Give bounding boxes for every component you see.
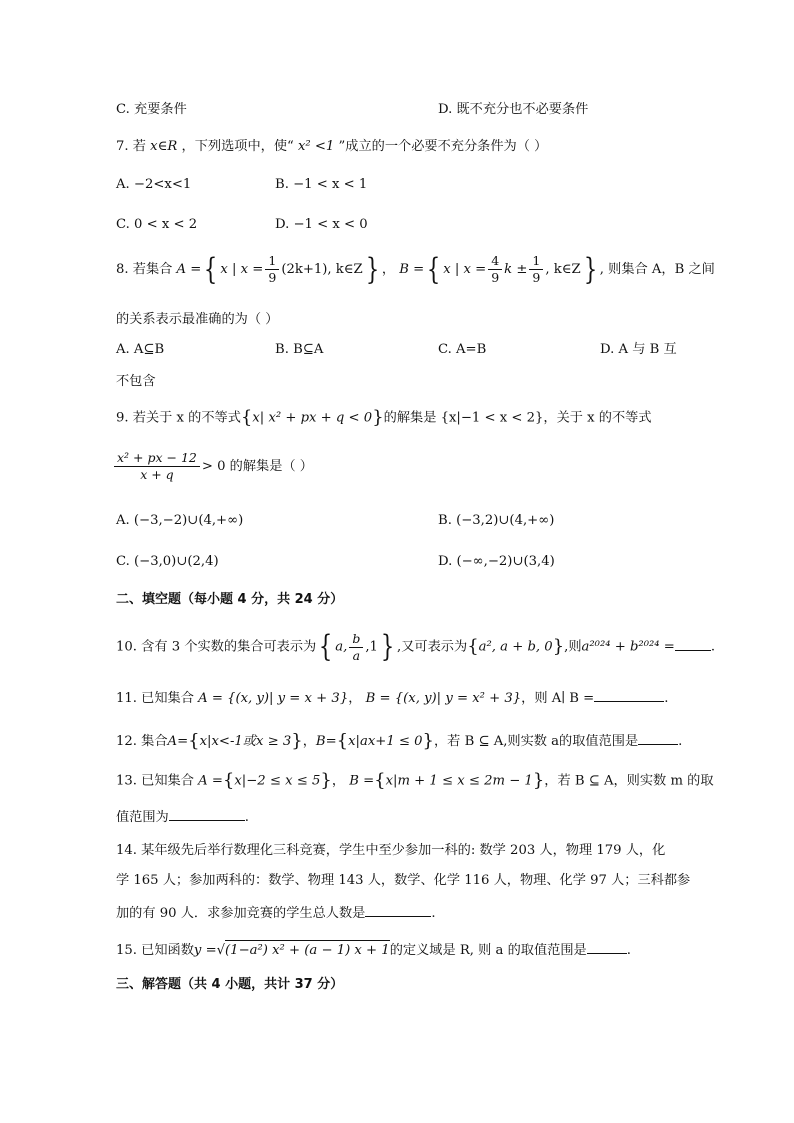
q13-stem-b: ，若 B ⊆ A，则实数 m 的取	[544, 773, 714, 789]
q15-stem	[116, 940, 631, 960]
q10-set-b: ,1	[365, 639, 378, 655]
brace-right: }	[552, 636, 565, 657]
q10-stem-a: 10. 含有 3 个实数的集合可表示为	[116, 639, 317, 655]
q13-end: .	[244, 810, 249, 825]
q7-condition: x∈R	[150, 139, 178, 154]
q10-set2: a², a + b, 0	[478, 639, 553, 655]
q11-stem-b: ，则 A∣ B =	[521, 691, 595, 706]
q13-line2-text: 值范围为	[116, 810, 169, 825]
q8-frac1-num: 1	[265, 253, 279, 270]
q9-option-c: C. (−3,0)∪(2,4)	[116, 554, 219, 569]
q8-setA-inner-b: (2k+1), k∈Z	[281, 262, 363, 277]
q15-stem-a: 15. 已知函数	[116, 943, 194, 958]
q8-stem	[116, 252, 715, 288]
brace-left: {	[204, 251, 218, 287]
q12-end: .	[678, 734, 683, 749]
q8-option-d-cont: 不包含	[116, 374, 156, 389]
q8-frac2-num: 4	[488, 253, 502, 270]
q14-line3-text: 加的有 90 人．求参加竞赛的学生总人数是	[116, 906, 366, 921]
q9-option-d: D. (−∞,−2)∪(3,4)	[438, 554, 555, 569]
q10-expression: a²⁰²⁴ + b²⁰²⁴ =	[581, 639, 675, 655]
q12-setA-inner: x|x<-1或x ≥ 3	[199, 734, 292, 749]
q7-stem-b: ，下列选项中，使“	[181, 139, 294, 154]
answer-blank[interactable]	[638, 731, 678, 745]
q9-option-b: B. (−3,2)∪(4,+∞)	[438, 513, 555, 528]
answer-blank[interactable]	[587, 940, 627, 954]
brace-left: {	[427, 251, 441, 287]
q9-stem-c: > 0 的解集是（ ）	[201, 459, 313, 474]
q7-stem	[116, 138, 547, 156]
q14-line3	[116, 903, 436, 923]
q12-stem-b: ，若 B ⊆ A,则实数 a的取值范围是	[434, 734, 639, 749]
q11-stem-a: 11. 已知集合	[116, 691, 194, 706]
q7-stem-c: ”成立的一个必要不充分条件为（ ）	[338, 139, 548, 154]
q7-option-a: A. −2<x<1	[116, 177, 192, 192]
q12-sep: ，	[302, 734, 316, 749]
q7-expression: x² <1	[297, 139, 335, 154]
q9-option-a: A. (−3,−2)∪(4,+∞)	[116, 513, 244, 528]
q7-option-d: D. −1 < x < 0	[275, 217, 368, 232]
q9-stem	[116, 406, 652, 431]
q15-func: y =	[193, 943, 217, 958]
q8-option-c: C. A=B	[438, 342, 487, 357]
brace-right: }	[532, 770, 545, 791]
q8-frac1-den: 9	[268, 270, 277, 285]
q8-line2: 的关系表示最准确的为（ ）	[116, 312, 279, 327]
q12-setA: A=	[167, 734, 189, 749]
brace-left: {	[222, 770, 235, 791]
answer-blank[interactable]	[169, 807, 245, 821]
q10-frac	[349, 631, 363, 664]
q10-frac-num: b	[349, 631, 363, 648]
q15-stem-b: 的定义域是 R, 则 a 的取值范围是	[389, 943, 587, 958]
brace-right: }	[320, 770, 332, 791]
q13-setA-inner: x|−2 ≤ x ≤ 5	[234, 773, 321, 789]
q12-stem-a: 12. 集合	[116, 734, 168, 749]
q8-frac3-den: 9	[532, 270, 541, 285]
q8-frac1	[265, 253, 279, 286]
q7-option-c: C. 0 < x < 2	[116, 217, 198, 232]
q15-radicand: (1−a²) x² + (a − 1) x + 1	[225, 940, 390, 960]
q11-end: .	[664, 691, 669, 706]
q9-stem-b: 的解集是 {x|−1 < x < 2}，关于 x 的不等式	[383, 410, 652, 426]
q10-set-a: a,	[335, 639, 348, 655]
q13-comma: ，	[331, 773, 345, 789]
q11-stem	[116, 688, 668, 708]
brace-right: }	[380, 629, 395, 664]
q6-option-c: C. 充要条件	[116, 102, 187, 117]
brace-right: }	[422, 730, 434, 752]
q12-setB: B=	[315, 734, 337, 749]
brace-right: }	[365, 251, 379, 287]
q8-frac2	[488, 253, 502, 286]
q10-end: .	[710, 639, 716, 655]
q9-set1: x| x² + px + q < 0	[252, 410, 373, 426]
q8-tail: , 则集合 A，B 之间	[599, 262, 715, 277]
brace-right: }	[583, 251, 597, 287]
q8-setB-mid: k ±	[504, 262, 528, 277]
q13-setB-inner: x|m + 1 ≤ x ≤ 2m − 1	[385, 773, 533, 789]
answer-blank[interactable]	[365, 903, 431, 917]
q8-setB-inner-b: , k∈Z	[545, 262, 581, 277]
q7-stem-a: 7. 若	[116, 139, 146, 154]
q8-option-d: D. A 与 B 互	[600, 342, 677, 357]
q11-setB: B = {(x, y)| y = x² + 3}	[365, 691, 522, 706]
q12-setB-inner: x|ax+1 ≤ 0	[348, 734, 423, 749]
q12-stem	[116, 731, 682, 751]
q13-setA: A =	[198, 773, 223, 789]
brace-right: }	[291, 730, 303, 752]
brace-right: }	[372, 407, 384, 428]
brace-left: {	[467, 636, 479, 657]
q13-stem	[116, 772, 714, 791]
q10-frac-den: a	[352, 647, 361, 663]
q9-frac-num: x² + px − 12	[114, 450, 200, 467]
q9-stem-a: 9. 若关于 x 的不等式	[116, 410, 241, 426]
q14-end: .	[431, 906, 436, 921]
q8-option-b: B. B⊆A	[275, 342, 324, 357]
section-2-heading: 二、填空题（每小题 4 分，共 24 分）	[116, 592, 344, 607]
q8-comma: ，	[381, 262, 396, 277]
q8-frac3-num: 1	[529, 253, 543, 270]
q9-stem-line2	[112, 448, 313, 486]
brace-left: {	[240, 407, 253, 428]
q10-stem-b: ,又可表示为	[397, 639, 468, 655]
q14-line2: 学 165 人；参加两科的：数学、物理 143 人，数学、化学 116 人，物理、化学 97 人；三科都参	[116, 873, 691, 888]
q13-line2	[116, 807, 249, 827]
q14-line1: 14. 某年级先后举行数理化三科竞赛，学生中至少参加一科的: 数学 203 人，物理 179 人，化	[116, 843, 666, 858]
q8-option-a: A. A⊆B	[116, 342, 165, 357]
q15-end: .	[626, 943, 631, 958]
q10-stem-c: ,则	[564, 639, 582, 655]
q8-frac2-den: 9	[491, 270, 500, 285]
q13-setB: B =	[349, 773, 375, 789]
q8-setB-lhs: B =	[399, 262, 425, 277]
q11-comma: ，	[348, 691, 362, 706]
section-3-heading: 三、解答题（共 4 小题，共计 37 分）	[116, 977, 344, 992]
brace-left: {	[319, 629, 333, 664]
brace-left: {	[188, 730, 200, 752]
answer-blank[interactable]	[594, 688, 664, 702]
q8-num: 8. 若集合	[116, 262, 173, 277]
answer-blank[interactable]	[675, 637, 711, 651]
q8-setA-lhs: A =	[176, 262, 202, 277]
q10-stem	[116, 629, 715, 666]
q8-setB-inner-a: x | x =	[443, 262, 487, 277]
q11-setA: A = {(x, y)| y = x + 3}	[198, 691, 349, 706]
q7-option-b: B. −1 < x < 1	[275, 177, 368, 192]
sqrt-icon: √	[216, 943, 226, 958]
q9-fraction	[114, 450, 200, 483]
q8-frac3	[529, 253, 543, 286]
q6-option-d: D. 既不充分也不必要条件	[438, 102, 589, 117]
q13-stem-a: 13. 已知集合	[116, 773, 194, 789]
brace-left: {	[374, 770, 386, 791]
q8-setA-inner-a: x | x =	[220, 262, 264, 277]
q9-frac-den: x + q	[140, 467, 174, 482]
brace-left: {	[336, 730, 349, 752]
